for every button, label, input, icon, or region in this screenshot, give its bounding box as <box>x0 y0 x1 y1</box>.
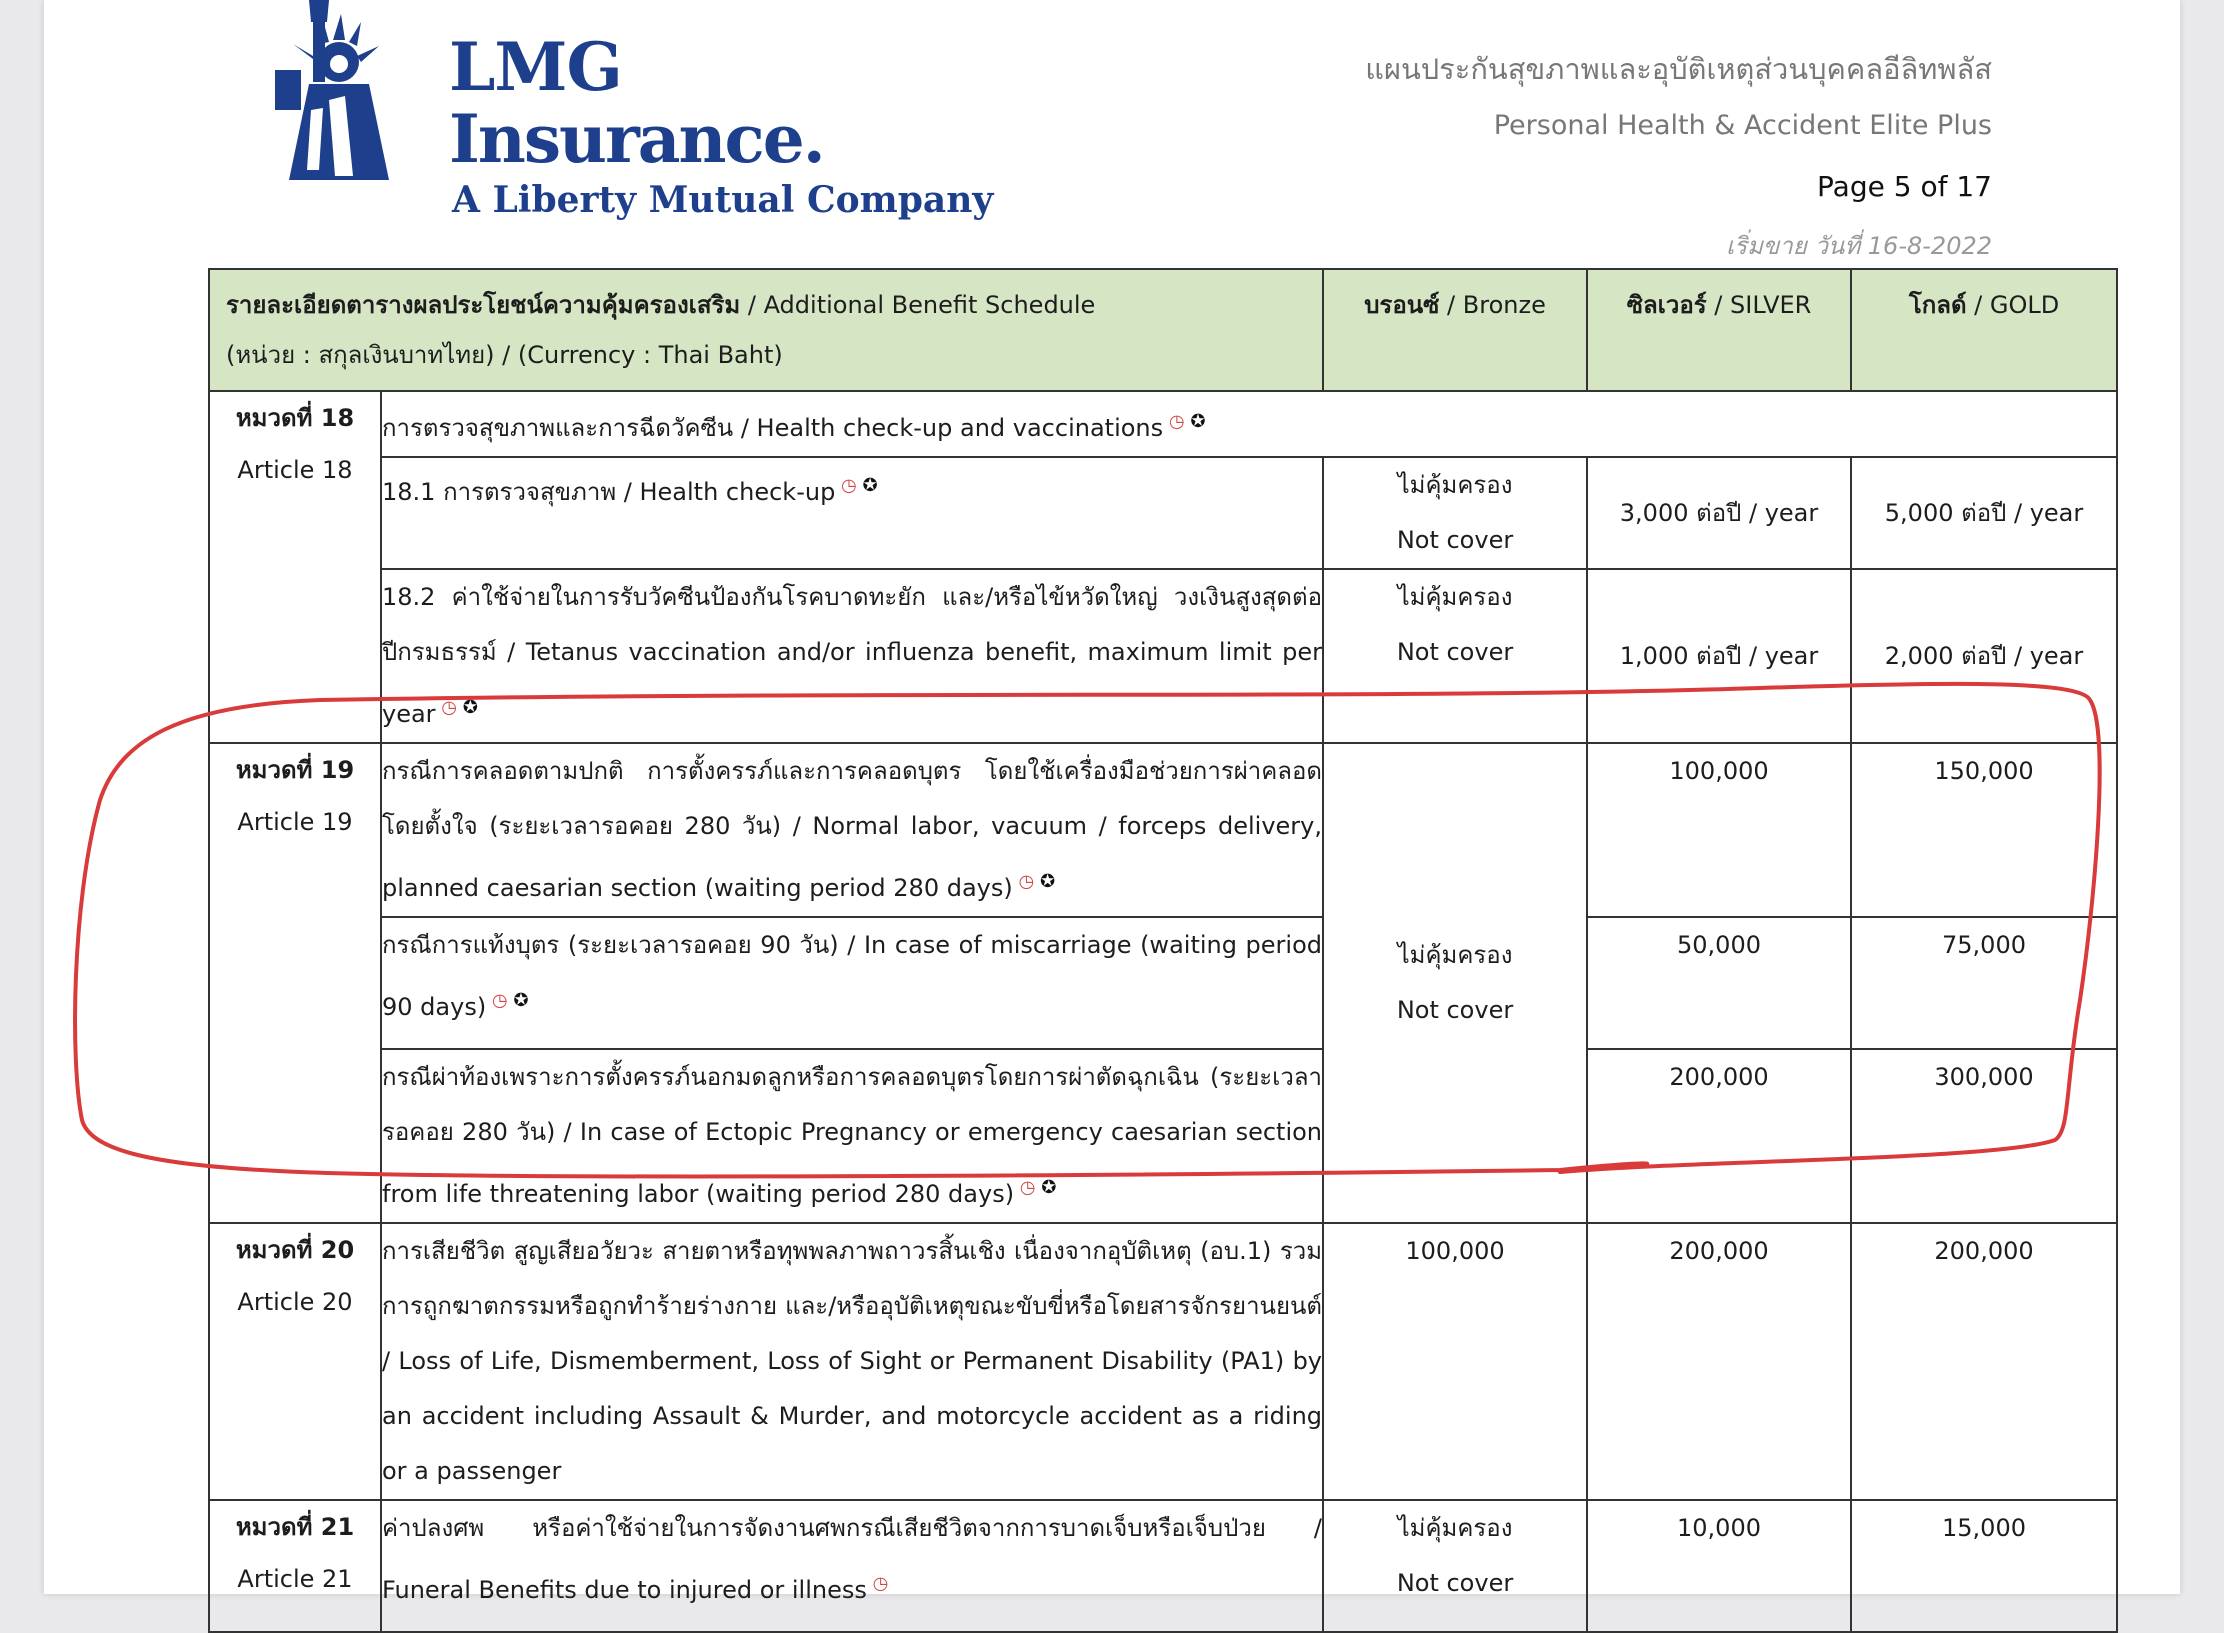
document-page <box>44 0 2180 1604</box>
table-row <box>209 569 2117 743</box>
bronze-value: ไม่คุ้มครอง Not cover <box>1323 569 1587 743</box>
bronze-value: ไม่คุ้มครอง Not cover <box>1323 457 1587 569</box>
page-total: 17 <box>1956 170 1992 203</box>
benefit-description: 18.2 ค่าใช้จ่ายในการรับวัคซีนป้องกันโรคบาดทะยัก และ/หรือไข้หวัดใหญ่ วงเงินสูงสุดต่อปีกรมธรรม์ / Tetanus vaccination and/or influenza benefit, maximum limit per year ◷ ✪ <box>381 569 1323 743</box>
benefit-description: กรณีผ่าท้องเพราะการตั้งครรภ์นอกมดลูกหรือการคลอดบุตรโดยการผ่าตัดฉุกเฉิน (ระยะเวลารอคอย 280 วัน) / In case of Ectopic Pregnancy or emergency caesarian section from life threatening labor (waiting period 280 days) ◷ ✪ <box>381 1049 1323 1223</box>
column-header-benefit: รายละเอียดตารางผลประโยชน์ความคุ้มครองเสริม / Additional Benefit Schedule (หน่วย : สกุลเงินบาทไทย) / (Currency : Thai Baht) <box>209 269 1323 391</box>
article-18-label: หมวดที่ 18 Article 18 <box>209 391 381 743</box>
silver-value: 10,000 <box>1587 1500 1851 1632</box>
silver-value: 1,000 ต่อปี / year <box>1587 569 1851 743</box>
gold-value: 300,000 <box>1851 1049 2117 1223</box>
silver-value: 100,000 <box>1587 743 1851 917</box>
column-header-silver: ซิลเวอร์ / SILVER <box>1587 269 1851 391</box>
sale-date: เริ่มขาย วันที่ 16-8-2022 <box>1725 232 1992 260</box>
silver-value: 3,000 ต่อปี / year <box>1587 457 1851 569</box>
gold-value: 15,000 <box>1851 1500 2117 1632</box>
benefit-description: กรณีการแท้งบุตร (ระยะเวลารอคอย 90 วัน) / In case of miscarriage (waiting period 90 days) ◷ ✪ <box>381 917 1323 1049</box>
benefit-description: 18.1 การตรวจสุขภาพ / Health check-up ◷ ✪ <box>381 457 1323 569</box>
article-21-label: หมวดที่ 21 Article 21 <box>209 1500 381 1632</box>
bronze-value: ไม่คุ้มครอง Not cover <box>1323 1500 1587 1632</box>
gold-value: 200,000 <box>1851 1223 2117 1500</box>
article-20-label: หมวดที่ 20 Article 20 <box>209 1223 381 1500</box>
benefit-schedule-table <box>208 268 2118 1633</box>
brand-tagline: A Liberty Mutual Company <box>452 179 994 221</box>
gold-value: 150,000 <box>1851 743 2117 917</box>
bronze-value: 100,000 <box>1323 1223 1587 1500</box>
benefit-description: การเสียชีวิต สูญเสียอวัยวะ สายตาหรือทุพพลภาพถาวรสิ้นเชิง เนื่องจากอุบัติเหตุ (อบ.1) รวมการถูกฆาตกรรมหรือถูกทำร้ายร่างกาย และ/หรืออุบัติเหตุขณะขับขี่หรือโดยสารจักรยานยนต์ / Loss of Life, Dismemberment, Loss of Sight or Permanent Disability (PA1) by an accident including Assault & Murder, and motorcycle accident as a riding or a passenger <box>381 1223 1323 1500</box>
page-indicator: Page 5 of 17 <box>1817 170 1992 203</box>
benefit-description: ค่าปลงศพ หรือค่าใช้จ่ายในการจัดงานศพกรณีเสียชีวิตจากการบาดเจ็บหรือเจ็บป่วย / Funeral Benefits due to injured or illness ◷ <box>381 1500 1323 1632</box>
plan-name-english: Personal Health & Accident Elite Plus <box>1493 110 1992 141</box>
column-header-gold: โกลด์ / GOLD <box>1851 269 2117 391</box>
bronze-value: ไม่คุ้มครอง Not cover <box>1323 743 1587 1223</box>
page-current: 5 <box>1893 170 1912 203</box>
article-19-label: หมวดที่ 19 Article 19 <box>209 743 381 1223</box>
silver-value: 200,000 <box>1587 1223 1851 1500</box>
gold-value: 75,000 <box>1851 917 2117 1049</box>
table-row <box>209 457 2117 569</box>
table-row <box>209 1223 2117 1500</box>
gold-value: 5,000 ต่อปี / year <box>1851 457 2117 569</box>
table-row <box>209 1500 2117 1632</box>
brand-name-line1: LMG <box>449 28 622 106</box>
table-row <box>209 743 2117 917</box>
brand-name-line2: Insurance. <box>449 100 824 178</box>
gold-value: 2,000 ต่อปี / year <box>1851 569 2117 743</box>
silver-value: 50,000 <box>1587 917 1851 1049</box>
column-header-bronze: บรอนซ์ / Bronze <box>1323 269 1587 391</box>
statue-of-liberty-icon <box>249 0 449 190</box>
silver-value: 200,000 <box>1587 1049 1851 1223</box>
table-row <box>209 391 2117 457</box>
table-row <box>209 1049 2117 1223</box>
table-row <box>209 917 2117 1049</box>
currency-note: (หน่วย : สกุลเงินบาทไทย) / (Currency : Thai Baht) <box>226 341 783 369</box>
plan-name-thai: แผนประกันสุขภาพและอุบัติเหตุส่วนบุคคลอีลิทพลัส <box>1365 52 1992 86</box>
benefit-description: กรณีการคลอดตามปกติ การตั้งครรภ์และการคลอดบุตร โดยใช้เครื่องมือช่วยการผ่าคลอดโดยตั้งใจ (ระยะเวลารอคอย 280 วัน) / Normal labor, vacuum / forceps delivery, planned caesarian section (waiting period 280 days) ◷ ✪ <box>381 743 1323 917</box>
article-18-title: การตรวจสุขภาพและการฉีดวัคซีน / Health check-up and vaccinations ◷ ✪ <box>381 391 2117 457</box>
table-header-row <box>209 269 2117 391</box>
